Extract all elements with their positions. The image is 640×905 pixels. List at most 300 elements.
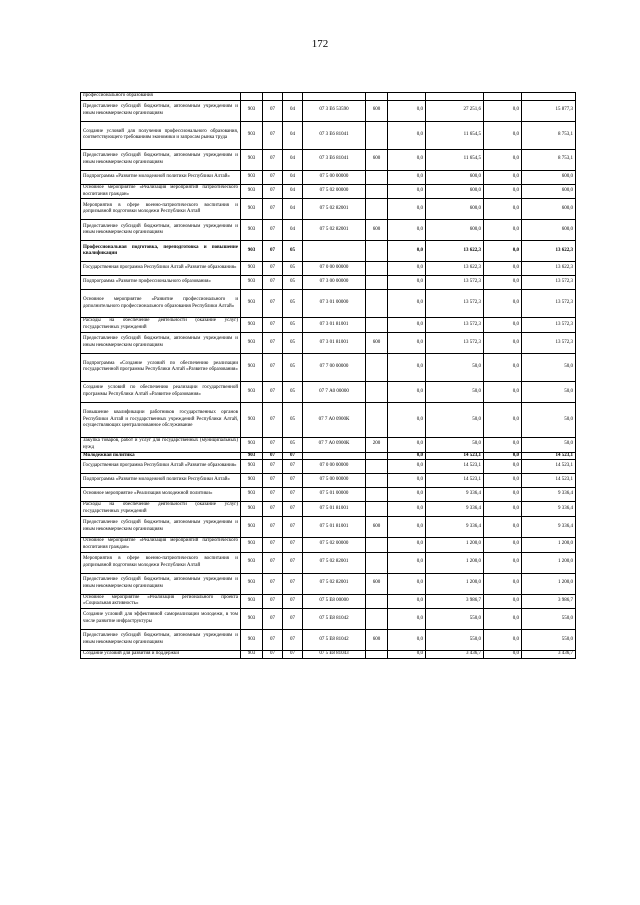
row-name: Предоставление субсидий бюджетным, автономным учреждениям и иным некоммерческим организациям: [81, 573, 241, 594]
section-code: 07: [263, 381, 283, 402]
subsection-code: 05: [283, 262, 303, 276]
expense-type-code: 600: [366, 149, 388, 170]
amount-3: 0,0: [484, 651, 522, 659]
amount-2: 14 523,1: [426, 452, 484, 460]
ved-code: 903: [241, 121, 263, 149]
amount-3: 0,0: [484, 594, 522, 609]
amount-4: 3 986,7: [522, 594, 576, 609]
ved-code: 903: [241, 276, 263, 290]
subsection-code: 04: [283, 220, 303, 241]
row-name: Создание условий по обеспечению реализации государственной программы Республики Алтай «Развитие образования»: [81, 381, 241, 402]
section-code: 07: [263, 100, 283, 121]
amount-2: 9 336,4: [426, 502, 484, 517]
section-code: 07: [263, 437, 283, 452]
subsection-code: 05: [283, 353, 303, 381]
subsection-code: 07: [283, 573, 303, 594]
amount-3: 0,0: [484, 241, 522, 262]
target-item-code: 07 5 Е8 81042: [303, 630, 366, 651]
amount-2: 550,0: [426, 609, 484, 630]
ved-code: 903: [241, 474, 263, 488]
section-code: 07: [263, 474, 283, 488]
amount-2: 1 200,0: [426, 573, 484, 594]
subsection-code: 07: [283, 516, 303, 537]
amount-3: 0,0: [484, 537, 522, 552]
target-item-code: 07 5 02 82001: [303, 199, 366, 220]
amount-3: 0,0: [484, 609, 522, 630]
amount-4: 1 200,0: [522, 552, 576, 573]
amount-4: 8 753,1: [522, 121, 576, 149]
section-code: 07: [263, 199, 283, 220]
table-row: [81, 474, 576, 488]
subsection-code: 07: [283, 452, 303, 460]
ved-code: 903: [241, 149, 263, 170]
amount-1: 0,0: [388, 552, 426, 573]
target-item-code: 07 7 А0 00000: [303, 381, 366, 402]
subsection-code: 05: [283, 318, 303, 333]
ved-code: 903: [241, 502, 263, 517]
section-code: [263, 93, 283, 101]
target-item-code: 07 5 00 00000: [303, 170, 366, 184]
row-name: Расходы на обеспечение деятельности (оказание услуг) государственных учреждений: [81, 318, 241, 333]
amount-4: 50,0: [522, 437, 576, 452]
table-row: [81, 149, 576, 170]
amount-4: 14 523,1: [522, 460, 576, 474]
row-name: Создание условий для эффективной самореализации молодежи, в том числе развитие инфраструктуры: [81, 609, 241, 630]
target-item-code: 07 5 01 00000: [303, 488, 366, 502]
table-row: [81, 452, 576, 460]
amount-2: 50,0: [426, 437, 484, 452]
ved-code: 903: [241, 609, 263, 630]
expense-type-code: [366, 452, 388, 460]
subsection-code: 07: [283, 488, 303, 502]
amount-4: 600,0: [522, 199, 576, 220]
ved-code: 903: [241, 241, 263, 262]
section-code: 07: [263, 609, 283, 630]
amount-3: 0,0: [484, 170, 522, 184]
section-code: 07: [263, 220, 283, 241]
expense-type-code: [366, 290, 388, 318]
target-item-code: 07 3 01 81001: [303, 318, 366, 333]
subsection-code: 04: [283, 149, 303, 170]
expense-type-code: [366, 318, 388, 333]
section-code: 07: [263, 184, 283, 199]
target-item-code: 07 3 Е6 81041: [303, 149, 366, 170]
table-row: [81, 170, 576, 184]
expense-type-code: 600: [366, 573, 388, 594]
amount-2: 11 654,5: [426, 149, 484, 170]
amount-3: 0,0: [484, 516, 522, 537]
table-row: [81, 220, 576, 241]
amount-4: 50,0: [522, 381, 576, 402]
subsection-code: 07: [283, 474, 303, 488]
amount-4: 600,0: [522, 220, 576, 241]
amount-2: 1 200,0: [426, 552, 484, 573]
table-row: [81, 552, 576, 573]
row-name: Подпрограмма «Развитие молодежной политики Республики Алтай»: [81, 170, 241, 184]
row-name: Основное мероприятие «Реализация мероприятий патриотического воспитания граждан»: [81, 184, 241, 199]
amount-3: 0,0: [484, 199, 522, 220]
amount-3: 0,0: [484, 630, 522, 651]
amount-3: 0,0: [484, 332, 522, 353]
amount-1: [388, 93, 426, 101]
ved-code: 903: [241, 262, 263, 276]
amount-1: 0,0: [388, 594, 426, 609]
section-code: 07: [263, 290, 283, 318]
section-code: 07: [263, 552, 283, 573]
amount-1: 0,0: [388, 318, 426, 333]
amount-2: 14 523,1: [426, 460, 484, 474]
target-item-code: 07 5 02 82001: [303, 573, 366, 594]
subsection-code: 04: [283, 121, 303, 149]
amount-1: 0,0: [388, 651, 426, 659]
amount-2: 600,0: [426, 199, 484, 220]
section-code: 07: [263, 651, 283, 659]
subsection-code: 07: [283, 460, 303, 474]
target-item-code: 07 3 Е6 53590: [303, 100, 366, 121]
amount-2: 14 523,1: [426, 474, 484, 488]
ved-code: 903: [241, 651, 263, 659]
table-row: [81, 437, 576, 452]
amount-4: 8 753,1: [522, 149, 576, 170]
expense-type-code: [366, 552, 388, 573]
ved-code: 903: [241, 552, 263, 573]
section-code: 07: [263, 149, 283, 170]
row-name: Предоставление субсидий бюджетным, автономным учреждениям и иным некоммерческим организациям: [81, 332, 241, 353]
amount-1: 0,0: [388, 437, 426, 452]
subsection-code: [283, 93, 303, 101]
row-name: Государственная программа Республики Алтай «Развитие образования»: [81, 262, 241, 276]
amount-3: 0,0: [484, 220, 522, 241]
ved-code: 903: [241, 184, 263, 199]
expense-type-code: [366, 381, 388, 402]
table-body: [81, 93, 576, 659]
ved-code: 903: [241, 594, 263, 609]
amount-4: 15 877,3: [522, 100, 576, 121]
table-row: [81, 573, 576, 594]
amount-2: 50,0: [426, 353, 484, 381]
ved-code: 903: [241, 516, 263, 537]
ved-code: 903: [241, 573, 263, 594]
target-item-code: 07 0 00 00000: [303, 460, 366, 474]
amount-1: 0,0: [388, 170, 426, 184]
amount-1: 0,0: [388, 402, 426, 437]
amount-3: 0,0: [484, 100, 522, 121]
amount-4: 14 523,1: [522, 474, 576, 488]
amount-2: 550,0: [426, 630, 484, 651]
amount-2: [426, 93, 484, 101]
ved-code: 903: [241, 199, 263, 220]
amount-1: 0,0: [388, 516, 426, 537]
expense-type-code: 600: [366, 220, 388, 241]
amount-2: 600,0: [426, 220, 484, 241]
section-code: 07: [263, 121, 283, 149]
row-name: Повышение квалификации работников государственных органов Республики Алтай и государственных учреждений Республики Алтай, осуществляющих централизованное обслуживание: [81, 402, 241, 437]
amount-4: 600,0: [522, 170, 576, 184]
subsection-code: 05: [283, 290, 303, 318]
target-item-code: 07 5 00 00000: [303, 474, 366, 488]
amount-1: 0,0: [388, 262, 426, 276]
table-row: [81, 184, 576, 199]
section-code: 07: [263, 332, 283, 353]
subsection-code: 04: [283, 199, 303, 220]
amount-3: 0,0: [484, 318, 522, 333]
ved-code: 903: [241, 100, 263, 121]
ved-code: 903: [241, 381, 263, 402]
target-item-code: [303, 241, 366, 262]
amount-2: 9 336,4: [426, 488, 484, 502]
subsection-code: 07: [283, 537, 303, 552]
table-row: [81, 516, 576, 537]
expense-type-code: [366, 276, 388, 290]
row-name: Закупка товаров, работ и услуг для государственных (муниципальных) нужд: [81, 437, 241, 452]
ved-code: 903: [241, 460, 263, 474]
table-row: [81, 276, 576, 290]
amount-1: 0,0: [388, 100, 426, 121]
amount-3: 0,0: [484, 353, 522, 381]
target-item-code: 07 7 А0 0900К: [303, 437, 366, 452]
amount-1: 0,0: [388, 332, 426, 353]
expense-type-code: 600: [366, 100, 388, 121]
amount-1: 0,0: [388, 460, 426, 474]
table-row: [81, 502, 576, 517]
target-item-code: 07 5 02 82001: [303, 220, 366, 241]
row-name: Основное мероприятие «Реализация регионального проекта «Социальная активность»: [81, 594, 241, 609]
subsection-code: 07: [283, 552, 303, 573]
target-item-code: 07 5 01 81001: [303, 502, 366, 517]
target-item-code: 07 5 01 81001: [303, 516, 366, 537]
amount-1: 0,0: [388, 220, 426, 241]
amount-2: 13 622,3: [426, 241, 484, 262]
subsection-code: 05: [283, 381, 303, 402]
row-name: Основное мероприятие «Реализация мероприятий патриотического воспитания граждан»: [81, 537, 241, 552]
row-name: Мероприятия в сфере военно-патриотического воспитания и допризывной подготовки молодежи Республики Алтай: [81, 552, 241, 573]
target-item-code: [303, 93, 366, 101]
amount-4: 13 572,3: [522, 290, 576, 318]
amount-1: 0,0: [388, 241, 426, 262]
target-item-code: [303, 452, 366, 460]
amount-1: 0,0: [388, 121, 426, 149]
subsection-code: 05: [283, 276, 303, 290]
subsection-code: 07: [283, 651, 303, 659]
expense-type-code: 600: [366, 630, 388, 651]
amount-4: 50,0: [522, 353, 576, 381]
row-name: Мероприятия в сфере военно-патриотического воспитания и допризывной подготовки молодежи Республики Алтай: [81, 199, 241, 220]
amount-4: 9 336,4: [522, 502, 576, 517]
subsection-code: 04: [283, 100, 303, 121]
amount-1: 0,0: [388, 452, 426, 460]
amount-2: 50,0: [426, 381, 484, 402]
amount-1: 0,0: [388, 502, 426, 517]
expense-type-code: [366, 474, 388, 488]
ved-code: 903: [241, 437, 263, 452]
target-item-code: 07 5 Е8 81042: [303, 609, 366, 630]
section-code: 07: [263, 241, 283, 262]
amount-2: 13 622,3: [426, 262, 484, 276]
amount-3: 0,0: [484, 474, 522, 488]
amount-2: 13 572,3: [426, 276, 484, 290]
section-code: 07: [263, 402, 283, 437]
amount-3: 0,0: [484, 184, 522, 199]
expense-type-code: [366, 199, 388, 220]
amount-4: 9 336,4: [522, 516, 576, 537]
expense-type-code: [366, 651, 388, 659]
table-row: [81, 594, 576, 609]
amount-3: 0,0: [484, 460, 522, 474]
amount-3: 0,0: [484, 573, 522, 594]
amount-2: 50,0: [426, 402, 484, 437]
row-name: Подпрограмма «Развитие молодежной политики Республики Алтай»: [81, 474, 241, 488]
ved-code: 903: [241, 630, 263, 651]
section-code: 07: [263, 537, 283, 552]
ved-code: 903: [241, 220, 263, 241]
amount-1: 0,0: [388, 199, 426, 220]
subsection-code: 07: [283, 609, 303, 630]
amount-1: 0,0: [388, 290, 426, 318]
amount-3: 0,0: [484, 290, 522, 318]
section-code: 07: [263, 502, 283, 517]
target-item-code: 07 7 00 00000: [303, 353, 366, 381]
ved-code: 903: [241, 353, 263, 381]
amount-4: 14 523,1: [522, 452, 576, 460]
expense-type-code: [366, 502, 388, 517]
table-row: [81, 651, 576, 659]
amount-3: 0,0: [484, 121, 522, 149]
amount-4: 550,0: [522, 609, 576, 630]
section-code: 07: [263, 318, 283, 333]
amount-4: 13 572,3: [522, 318, 576, 333]
amount-4: 13 572,3: [522, 332, 576, 353]
amount-1: 0,0: [388, 353, 426, 381]
amount-3: 0,0: [484, 276, 522, 290]
ved-code: 903: [241, 488, 263, 502]
amount-3: [484, 93, 522, 101]
amount-4: 13 622,3: [522, 241, 576, 262]
amount-4: 3 436,7: [522, 651, 576, 659]
amount-2: 11 654,5: [426, 121, 484, 149]
amount-1: 0,0: [388, 184, 426, 199]
target-item-code: 07 7 А0 0900К: [303, 402, 366, 437]
section-code: 07: [263, 276, 283, 290]
amount-2: 9 336,4: [426, 516, 484, 537]
amount-1: 0,0: [388, 537, 426, 552]
amount-4: 1 200,0: [522, 573, 576, 594]
row-name: Предоставление субсидий бюджетным, автономным учреждениям и иным некоммерческим организациям: [81, 220, 241, 241]
amount-2: 13 572,3: [426, 290, 484, 318]
section-code: 07: [263, 460, 283, 474]
amount-4: 13 622,3: [522, 262, 576, 276]
amount-2: 3 436,7: [426, 651, 484, 659]
amount-2: 600,0: [426, 184, 484, 199]
expense-type-code: [366, 93, 388, 101]
target-item-code: 07 5 02 82001: [303, 552, 366, 573]
subsection-code: 05: [283, 402, 303, 437]
amount-4: 13 572,3: [522, 276, 576, 290]
subsection-code: 05: [283, 332, 303, 353]
amount-3: 0,0: [484, 552, 522, 573]
expense-type-code: [366, 262, 388, 276]
table-row: [81, 630, 576, 651]
amount-3: 0,0: [484, 502, 522, 517]
amount-3: 0,0: [484, 262, 522, 276]
table-row: [81, 488, 576, 502]
table-row: [81, 318, 576, 333]
subsection-code: 07: [283, 594, 303, 609]
expense-type-code: [366, 609, 388, 630]
amount-4: 50,0: [522, 402, 576, 437]
table-row: [81, 609, 576, 630]
expense-type-code: [366, 402, 388, 437]
amount-4: 1 200,0: [522, 537, 576, 552]
amount-1: 0,0: [388, 149, 426, 170]
subsection-code: 07: [283, 502, 303, 517]
expense-type-code: [366, 594, 388, 609]
target-item-code: 07 3 Е6 81041: [303, 121, 366, 149]
table-row: [81, 241, 576, 262]
row-name: Основное мероприятие «Реализация молодежной политики»: [81, 488, 241, 502]
table-row: [81, 93, 576, 101]
table-row: [81, 290, 576, 318]
section-code: 07: [263, 516, 283, 537]
amount-3: 0,0: [484, 437, 522, 452]
target-item-code: 07 5 02 00000: [303, 537, 366, 552]
subsection-code: 05: [283, 437, 303, 452]
amount-2: 600,0: [426, 170, 484, 184]
row-name: Подпрограмма «Развитие профессионального образования»: [81, 276, 241, 290]
expense-type-code: 600: [366, 516, 388, 537]
amount-1: 0,0: [388, 381, 426, 402]
row-name: Основное мероприятие «Развитие профессионального и дополнительного профессионального образования Республики Алтай»: [81, 290, 241, 318]
row-name: Создание условий для развития и поддержки: [81, 651, 241, 659]
table-row: [81, 199, 576, 220]
amount-2: 13 572,3: [426, 332, 484, 353]
amount-1: 0,0: [388, 573, 426, 594]
section-code: 07: [263, 353, 283, 381]
target-item-code: 07 5 02 00000: [303, 184, 366, 199]
row-name: Молодежная политика: [81, 452, 241, 460]
target-item-code: 07 3 00 00000: [303, 276, 366, 290]
expense-type-code: [366, 241, 388, 262]
ved-code: 903: [241, 332, 263, 353]
amount-3: 0,0: [484, 402, 522, 437]
table-row: [81, 402, 576, 437]
expense-type-code: [366, 537, 388, 552]
page-number: 172: [311, 38, 329, 50]
ved-code: [241, 93, 263, 101]
amount-1: 0,0: [388, 609, 426, 630]
table-row: [81, 353, 576, 381]
ved-code: 903: [241, 318, 263, 333]
table-row: [81, 460, 576, 474]
budget-table: [80, 92, 576, 659]
amount-3: 0,0: [484, 381, 522, 402]
expense-type-code: [366, 353, 388, 381]
ved-code: 903: [241, 452, 263, 460]
section-code: 07: [263, 262, 283, 276]
amount-3: 0,0: [484, 452, 522, 460]
row-name: Создание условий для получения профессионального образования, соответствующего требованиям экономики и запросам рынка труда: [81, 121, 241, 149]
row-name: Государственная программа Республики Алтай «Развитие образования»: [81, 460, 241, 474]
section-code: 07: [263, 452, 283, 460]
section-code: 07: [263, 630, 283, 651]
expense-type-code: [366, 121, 388, 149]
section-code: 07: [263, 170, 283, 184]
expense-type-code: [366, 460, 388, 474]
expense-type-code: [366, 184, 388, 199]
ved-code: 903: [241, 402, 263, 437]
subsection-code: 04: [283, 170, 303, 184]
amount-3: 0,0: [484, 149, 522, 170]
subsection-code: 05: [283, 241, 303, 262]
